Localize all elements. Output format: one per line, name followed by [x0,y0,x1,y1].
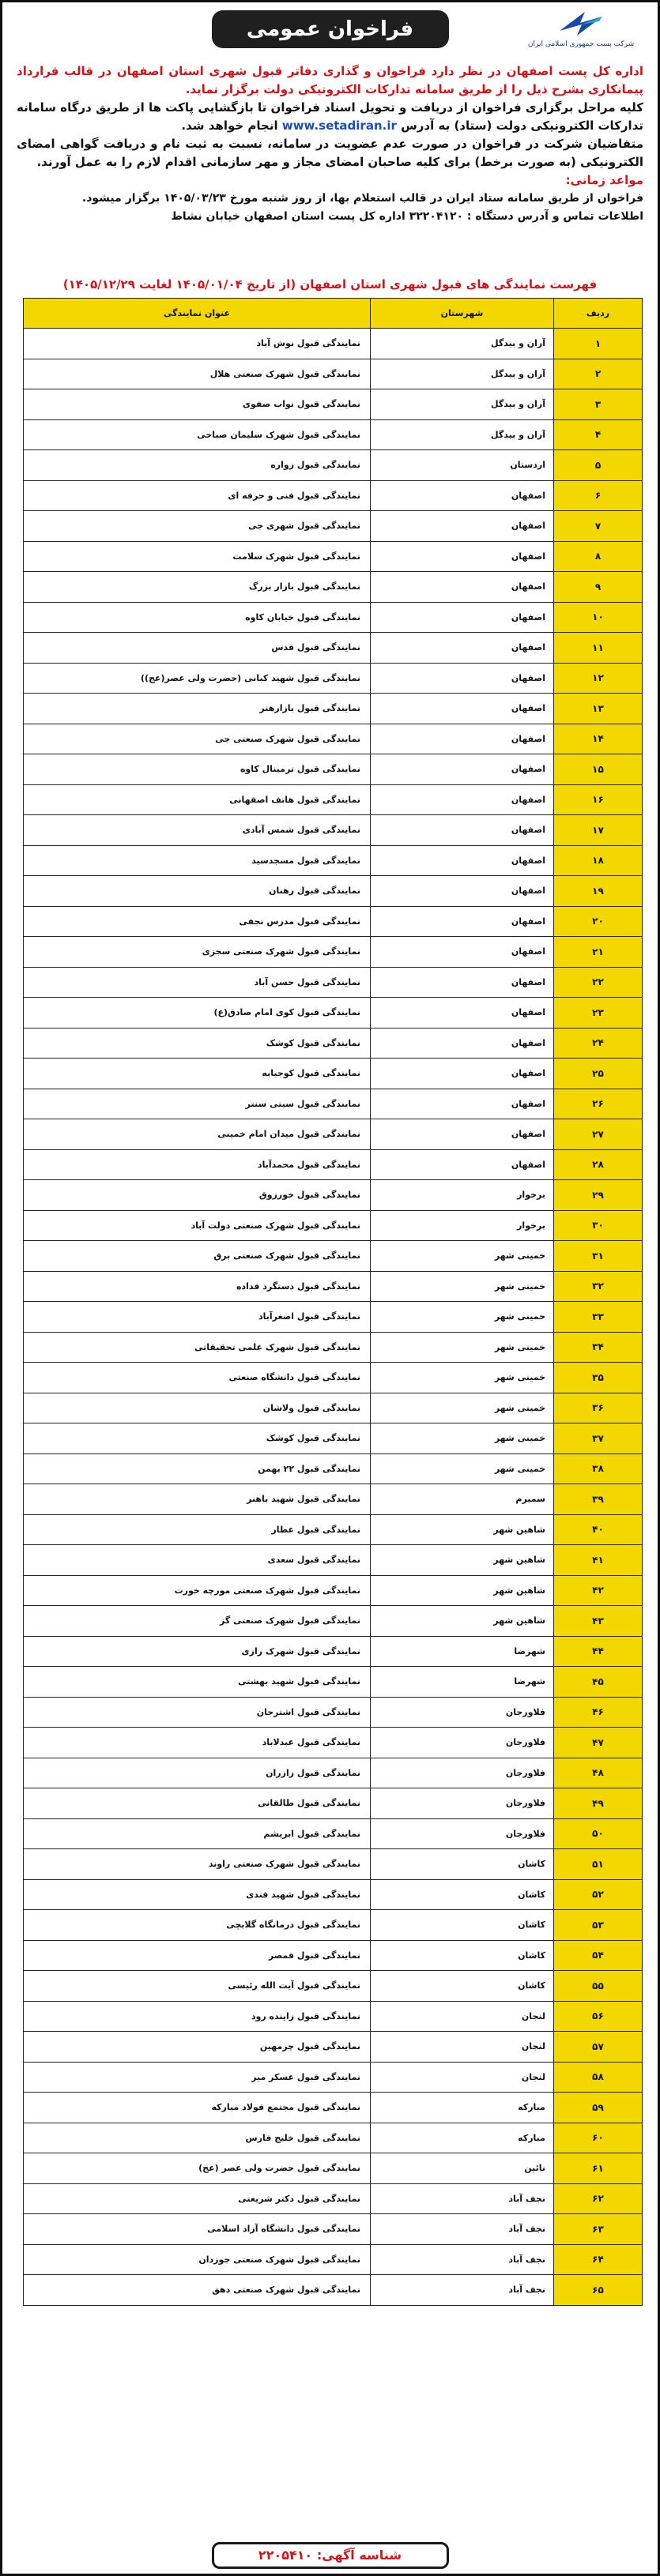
table-row [24,2153,643,2184]
table-row [24,1271,643,1302]
row-number: ۵۰ [554,1818,643,1849]
intro-paragraph-5: فراخوان از طریق سامانه ستاد ایران در قالب استعلام بها، از روز شنبه مورخ ۱۴۰۵/۰۳/۲۳ برگزار میشود. [81,192,643,205]
row-city: اصفهان [371,1149,554,1180]
row-name: نمایندگی قبول شهرک صنعتی هلال [24,359,371,389]
row-number: ۴۰ [554,1514,643,1545]
row-name: نمایندگی قبول دانشگاه آزاد اسلامی [24,2214,371,2245]
row-number: ۲۰ [554,906,643,937]
table-row [24,541,643,572]
row-city: کاشان [371,1879,554,1910]
row-city: اصفهان [371,815,554,846]
row-number: ۶۲ [554,2183,643,2214]
table-row [24,2214,643,2245]
ad-id-box: شناسه آگهی: ۲۲۰۵۴۱۰ [212,2542,449,2569]
row-city: نجف آباد [371,2275,554,2306]
row-number: ۱۷ [554,815,643,846]
row-city: شهرضا [371,1636,554,1667]
row-name: نمایندگی قبول شهرک سلیمان صباحی [24,419,371,450]
row-number: ۳۹ [554,1484,643,1515]
table-row [24,1879,643,1910]
row-name: نمایندگی قبول قمصر [24,1940,371,1971]
row-city: فلاورجان [371,1728,554,1758]
table-row [24,845,643,876]
table-row [24,724,643,754]
row-city: اصفهان [371,784,554,815]
row-number: ۳۱ [554,1241,643,1272]
table-row [24,1393,643,1423]
table-row [24,1667,643,1698]
row-name: نمایندگی قبول ترمینال کاوه [24,754,371,785]
table-row [24,480,643,511]
row-name: نمایندگی قبول شهید باهنر [24,1484,371,1515]
row-city: مبارکه [371,2123,554,2153]
row-city: اصفهان [371,633,554,664]
row-city: فلاورجان [371,1788,554,1819]
table-row [24,1545,643,1576]
row-number: ۵۹ [554,2093,643,2123]
row-city: اصفهان [371,480,554,511]
table-row [24,1423,643,1454]
row-name: نمایندگی قبول شهرک صنعتی برق [24,1241,371,1272]
table-row [24,1728,643,1758]
row-number: ۶۵ [554,2275,643,2306]
row-city: لنجان [371,2062,554,2093]
row-number: ۵۴ [554,1940,643,1971]
row-city: اصفهان [371,663,554,694]
intro-paragraph-1: اداره کل پست اصفهان در نظر دارد فراخوان و گذاری دفاتر قبول شهری استان اصفهان در قالب قرارداد پیمانکاری بشرح ذیل را از طریق سامانه تدارکات الکترونیکی دولت برگزار نماید. [17,64,643,96]
row-city: اصفهان [371,876,554,907]
intro-p2-start: کلیه مراحل برگزاری فراخوان از دریافت و تحویل اسناد فراخوان تا بازگشایی پاکت ها از طریق درگاه سامانه تدارکات الکترونیکی دولت (ستاد) به آدرس [17,100,643,133]
row-city: کاشان [371,1849,554,1880]
table-row [24,1910,643,1941]
row-city: خمینی شهر [371,1241,554,1272]
row-number: ۱۶ [554,784,643,815]
row-name: نمایندگی قبول عسکر میر [24,2062,371,2093]
header-city: شهرستان [371,299,554,329]
row-city: اصفهان [371,1028,554,1059]
table-row [24,1089,643,1119]
row-name: نمایندگی قبول حسن آباد [24,967,371,998]
row-name: نمایندگی قبول کوی امام صادق(ع) [24,998,371,1029]
row-number: ۴۷ [554,1728,643,1758]
intro-paragraph-3: متقاضیان شرکت در فراخوان در صورت عدم عضویت در سامانه، نسبت به ثبت نام و دریافت گواهی امضای الکترونیکی (به صورت برخط) برای کلیه صاحبان امضای مجاز و مهر سازمانی اقدام لازم را به عمل آورند. [17,137,643,169]
header [2,2,658,58]
row-number: ۳۳ [554,1302,643,1333]
row-number: ۳۵ [554,1363,643,1393]
header-name: عنوان نمایندگی [24,299,371,329]
row-name: نمایندگی قبول دکتر شریعتی [24,2183,371,2214]
row-number: ۴۸ [554,1758,643,1788]
row-city: آران و بیدگل [371,329,554,359]
row-name: نمایندگی قبول زواره [24,450,371,481]
row-number: ۸ [554,541,643,572]
row-name: نمایندگی قبول چرمهین [24,2032,371,2063]
row-city: آران و بیدگل [371,389,554,420]
table-row [24,937,643,968]
row-number: ۱ [554,329,643,359]
row-name: نمایندگی قبول فنی و حرفه ای [24,480,371,511]
row-number: ۱۹ [554,876,643,907]
table-row [24,1758,643,1788]
row-number: ۵۸ [554,2062,643,2093]
row-name: نمایندگی قبول مجتمع فولاد مبارکه [24,2093,371,2123]
row-name: نمایندگی قبول شهرک سلامت [24,541,371,572]
row-city: شاهین شهر [371,1545,554,1576]
table-row [24,1028,643,1059]
row-city: اصفهان [371,511,554,542]
row-number: ۵۵ [554,1971,643,2002]
table-row [24,2032,643,2063]
row-number: ۵۲ [554,1879,643,1910]
table-row [24,2244,643,2275]
table-row [24,967,643,998]
representatives-table [23,298,643,2306]
row-city: اصفهان [371,845,554,876]
table-body [24,329,643,2306]
row-number: ۵۱ [554,1849,643,1880]
table-row [24,329,643,359]
row-city: اصفهان [371,694,554,724]
row-city: اصفهان [371,1089,554,1119]
row-name: نمایندگی قبول رهنان [24,876,371,907]
contact-info: اطلاعات تماس و آدرس دستگاه : ۳۲۲۰۴۱۲۰ اداره کل پست استان اصفهان خیابان نشاط [171,210,643,223]
row-number: ۶۱ [554,2153,643,2184]
table-row [24,906,643,937]
row-name: نمایندگی قبول سعدی [24,1545,371,1576]
row-city: شاهین شهر [371,1606,554,1637]
row-city: شاهین شهر [371,1575,554,1606]
row-name: نمایندگی قبول زاینده رود [24,2001,371,2032]
row-number: ۳۴ [554,1332,643,1363]
row-name: نمایندگی قبول هاتف اصفهانی [24,784,371,815]
row-name: نمایندگی قبول نوش آباد [24,329,371,359]
intro-text [17,62,643,226]
table-row [24,1697,643,1728]
table-row [24,1059,643,1089]
table-row [24,1575,643,1606]
row-number: ۱۵ [554,754,643,785]
table-row [24,2001,643,2032]
table-row [24,663,643,694]
table-row [24,2275,643,2306]
row-name: نمایندگی قبول قدس [24,633,371,664]
row-number: ۲۸ [554,1149,643,1180]
row-city: نجف آباد [371,2214,554,2245]
table-row [24,572,643,603]
row-number: ۴۶ [554,1697,643,1728]
row-city: خمینی شهر [371,1363,554,1393]
row-name: نمایندگی قبول خورزوق [24,1180,371,1211]
row-name: نمایندگی قبول اشترجان [24,1697,371,1728]
table-row [24,450,643,481]
row-number: ۴ [554,419,643,450]
deadlines-heading: مواعد زمانی: [565,173,643,187]
row-city: کاشان [371,1971,554,2002]
row-city: لنجان [371,2032,554,2063]
row-city: آران و بیدگل [371,419,554,450]
row-city: اصفهان [371,572,554,603]
row-city: خمینی شهر [371,1332,554,1363]
table-row [24,784,643,815]
row-city: برخوار [371,1180,554,1211]
row-number: ۳۲ [554,1271,643,1302]
row-name: نمایندگی قبول شهرک صنعتی دولت آباد [24,1210,371,1241]
row-number: ۲۴ [554,1028,643,1059]
table-row [24,876,643,907]
row-number: ۳۰ [554,1210,643,1241]
row-city: سمیرم [371,1484,554,1515]
row-city: اصفهان [371,541,554,572]
row-city: نائین [371,2153,554,2184]
row-name: نمایندگی قبول محمدآباد [24,1149,371,1180]
table-row [24,633,643,664]
table-row [24,389,643,420]
row-city: فلاورجان [371,1818,554,1849]
row-city: اصفهان [371,754,554,785]
row-name: نمایندگی قبول زازران [24,1758,371,1788]
table-row [24,1788,643,1819]
row-city: اصفهان [371,724,554,754]
row-name: نمایندگی قبول شهرک رازی [24,1636,371,1667]
row-number: ۳۷ [554,1423,643,1454]
row-name: نمایندگی قبول بازار بزرگ [24,572,371,603]
row-number: ۲۹ [554,1180,643,1211]
row-number: ۶۳ [554,2214,643,2245]
row-city: خمینی شهر [371,1393,554,1423]
table-row [24,1940,643,1971]
row-name: نمایندگی قبول طالقانی [24,1788,371,1819]
row-city: برخوار [371,1210,554,1241]
table-row [24,511,643,542]
row-number: ۴۵ [554,1667,643,1698]
row-city: خمینی شهر [371,1271,554,1302]
table-row [24,2062,643,2093]
row-number: ۶۴ [554,2244,643,2275]
row-number: ۱۰ [554,602,643,633]
row-number: ۴۴ [554,1636,643,1667]
row-number: ۲۷ [554,1119,643,1150]
row-number: ۲۱ [554,937,643,968]
row-number: ۵ [554,450,643,481]
row-number: ۴۱ [554,1545,643,1576]
row-city: اردستان [371,450,554,481]
row-number: ۳۶ [554,1393,643,1423]
row-number: ۱۸ [554,845,643,876]
row-number: ۲ [554,359,643,389]
row-name: نمایندگی قبول کوشک [24,1423,371,1454]
table-row [24,1849,643,1880]
table-row [24,1971,643,2002]
table-row [24,754,643,785]
intro-p2-end: انجام خواهد شد. [181,118,282,133]
row-number: ۱۴ [554,724,643,754]
table-row [24,1210,643,1241]
table-row [24,1180,643,1211]
row-name: نمایندگی قبول نواب صفوی [24,389,371,420]
table-row [24,419,643,450]
row-name: نمایندگی قبول خیابان کاوه [24,602,371,633]
row-number: ۹ [554,572,643,603]
table-row [24,1484,643,1515]
row-name: نمایندگی قبول شهرک صنعتی جوزدان [24,2244,371,2275]
row-number: ۷ [554,511,643,542]
row-name: نمایندگی قبول ۲۲ بهمن [24,1453,371,1484]
row-number: ۵۶ [554,2001,643,2032]
table-row [24,815,643,846]
post-logo-icon [553,7,609,39]
row-name: نمایندگی قبول بازارهنر [24,694,371,724]
table-header-row [24,299,643,329]
logo [522,7,640,55]
row-name: نمایندگی قبول شهرک صنعتی جی [24,724,371,754]
row-name: نمایندگی قبول شهرک صنعتی مورچه خورت [24,1575,371,1606]
table-row [24,1363,643,1393]
row-number: ۳۸ [554,1453,643,1484]
row-name: نمایندگی قبول ولاشان [24,1393,371,1423]
table-row [24,1332,643,1363]
row-number: ۱۳ [554,694,643,724]
row-city: شهرضا [371,1667,554,1698]
row-name: نمایندگی قبول شهری جی [24,511,371,542]
row-city: شاهین شهر [371,1514,554,1545]
row-number: ۴۲ [554,1575,643,1606]
row-name: نمایندگی قبول ابریشم [24,1818,371,1849]
row-city: آران و بیدگل [371,359,554,389]
row-name: نمایندگی قبول عطار [24,1514,371,1545]
row-city: اصفهان [371,602,554,633]
row-name: نمایندگی قبول درمانگاه گلابچی [24,1910,371,1941]
row-number: ۴۹ [554,1788,643,1819]
row-city: اصفهان [371,1059,554,1089]
row-city: فلاورجان [371,1758,554,1788]
table-row [24,2183,643,2214]
row-city: خمینی شهر [371,1302,554,1333]
row-name: نمایندگی قبول اصغرآباد [24,1302,371,1333]
row-city: نجف آباد [371,2183,554,2214]
row-name: نمایندگی قبول شهید قندی [24,1879,371,1910]
row-name: نمایندگی قبول شمس آبادی [24,815,371,846]
row-city: اصفهان [371,998,554,1029]
table-row [24,998,643,1029]
page-title: فراخوان عمومی [212,10,449,48]
row-name: نمایندگی قبول کوجیابه [24,1059,371,1089]
table-row [24,359,643,389]
row-number: ۲۲ [554,967,643,998]
table-row [24,2093,643,2123]
row-number: ۳ [554,389,643,420]
row-number: ۲۵ [554,1059,643,1089]
row-city: کاشان [371,1910,554,1941]
row-number: ۶۰ [554,2123,643,2153]
list-title: فهرست نمایندگی های قبول شهری استان اصفهان (از تاریخ ۱۴۰۵/۰۱/۰۴ لغایت ۱۴۰۵/۱۲/۲۹) [62,277,598,291]
table-row [24,1149,643,1180]
table-row [24,1606,643,1637]
row-name: نمایندگی قبول آیت الله رئیسی [24,1971,371,2002]
row-name: نمایندگی قبول شهرک علمی تحقیقاتی [24,1332,371,1363]
row-city: اصفهان [371,937,554,968]
row-city: اصفهان [371,1119,554,1150]
row-name: نمایندگی قبول شهرک صنعتی راوند [24,1849,371,1880]
row-name: نمایندگی قبول کوشک [24,1028,371,1059]
table-row [24,1636,643,1667]
row-city: کاشان [371,1940,554,1971]
table-row [24,602,643,633]
row-name: نمایندگی قبول مدرس نجفی [24,906,371,937]
row-name: نمایندگی قبول شهرک صنعتی سجزی [24,937,371,968]
row-city: فلاورجان [371,1697,554,1728]
row-city: خمینی شهر [371,1423,554,1454]
row-number: ۵۷ [554,2032,643,2063]
row-name: نمایندگی قبول حضرت ولی عصر (عج) [24,2153,371,2184]
row-city: نجف آباد [371,2244,554,2275]
row-name: نمایندگی قبول خلیج فارس [24,2123,371,2153]
row-name: نمایندگی قبول شهرک صنعتی گز [24,1606,371,1637]
setad-link[interactable]: www.setadiran.ir [281,118,397,133]
table-row [24,694,643,724]
row-number: ۱۱ [554,633,643,664]
table-row [24,1453,643,1484]
row-number: ۶ [554,480,643,511]
header-num: ردیف [554,299,643,329]
row-city: اصفهان [371,906,554,937]
row-number: ۱۲ [554,663,643,694]
row-name: نمایندگی قبول دستگرد قداده [24,1271,371,1302]
row-number: ۲۳ [554,998,643,1029]
table-row [24,1241,643,1272]
row-name: نمایندگی قبول سیتی سنتر [24,1089,371,1119]
row-city: اصفهان [371,967,554,998]
row-number: ۴۳ [554,1606,643,1637]
row-name: نمایندگی قبول شهید بهشتی [24,1667,371,1698]
table-row [24,1514,643,1545]
row-city: لنجان [371,2001,554,2032]
row-name: نمایندگی قبول دانشگاه صنعتی [24,1363,371,1393]
logo-text: شرکت پست جمهوری اسلامی ایران [527,40,635,48]
row-number: ۵۳ [554,1910,643,1941]
table-row [24,1818,643,1849]
intro-paragraph-2 [17,99,643,135]
row-city: مبارکه [371,2093,554,2123]
table-row [24,1302,643,1333]
table-row [24,1119,643,1150]
row-number: ۲۶ [554,1089,643,1119]
row-name: نمایندگی قبول شهید کبانی (حضرت ولی عصر(عج)) [24,663,371,694]
row-name: نمایندگی قبول شهرک صنعتی دهق [24,2275,371,2306]
row-name: نمایندگی قبول میدان امام خمینی [24,1119,371,1150]
table-row [24,2123,643,2153]
row-name: نمایندگی قبول مسجدسید [24,845,371,876]
row-city: خمینی شهر [371,1453,554,1484]
row-name: نمایندگی قبول عبدلاباد [24,1728,371,1758]
